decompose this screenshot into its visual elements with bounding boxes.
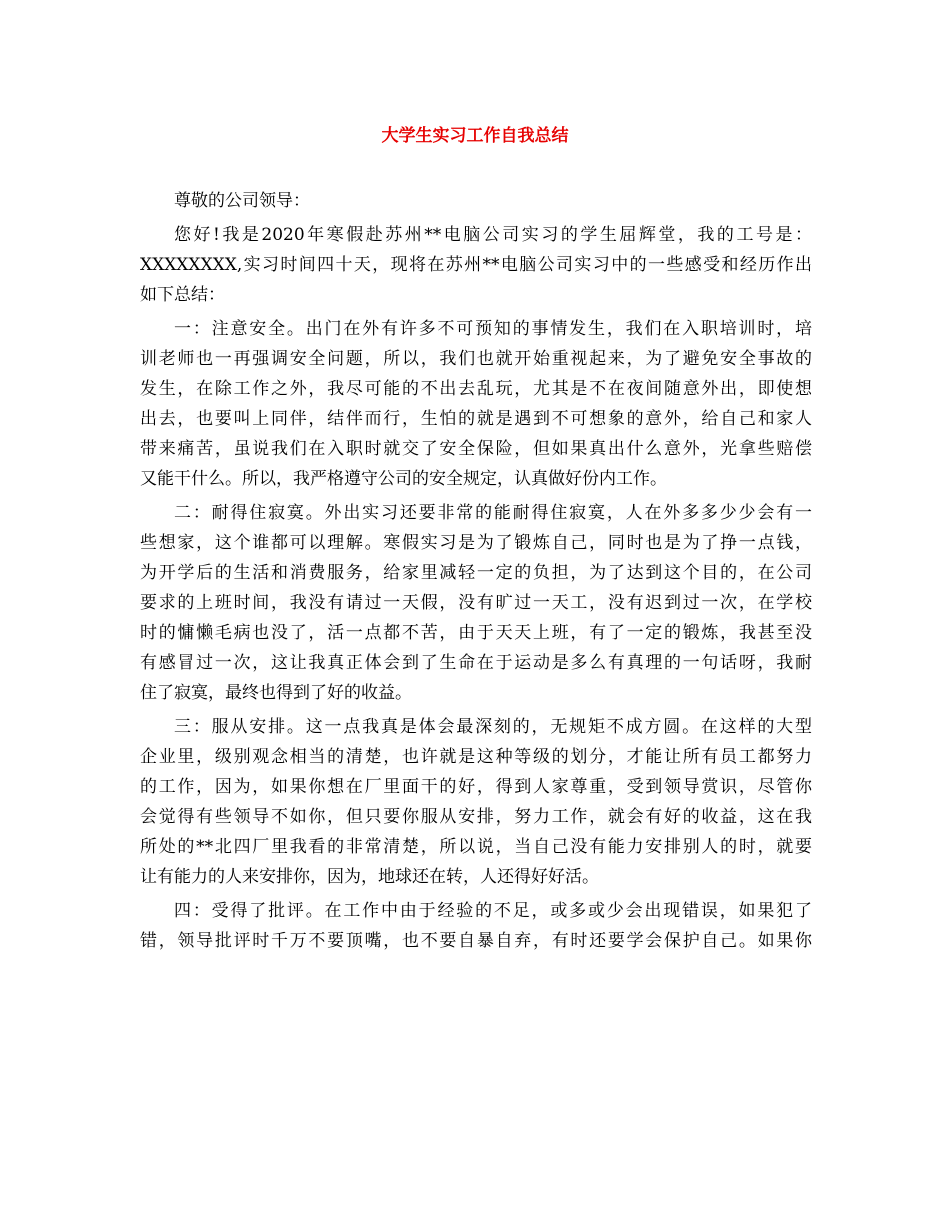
paragraph-line: 三：服从安排。这一点我真是体会最深刻的，无规矩不成方圆。在这样的大型	[174, 717, 812, 737]
paragraph-line: 错，领导批评时千万不要顶嘴，也不要自暴自弃，有时还要学会保护自己。如果你	[140, 931, 812, 951]
paragraph-line: 发生，在除工作之外，我尽可能的不出去乱玩，尤其是不在夜间随意外出，即使想	[140, 379, 812, 399]
paragraph-greeting	[140, 220, 812, 310]
salutation: 尊敬的公司领导：	[174, 191, 310, 211]
paragraph-line: 又能干什么。所以，我严格遵守公司的安全规定，认真做好份内工作。	[140, 469, 667, 489]
paragraph-line: 有感冒过一次，这让我真正体会到了生命在于运动是多么有真理的一句话呀，我耐	[140, 653, 812, 673]
paragraph-line: 带来痛苦，虽说我们在入职时就交了安全保险，但如果真出什么意外，光拿些赔偿	[140, 439, 812, 459]
paragraph-line: 二：耐得住寂寞。外出实习还要非常的能耐得住寂寞，人在外多多少少会有一	[174, 503, 812, 523]
paragraph-line: 出去，也要叫上同伴，结伴而行，生怕的就是遇到不可想象的意外，给自己和家人	[140, 409, 812, 429]
paragraph-line: 训老师也一再强调安全问题，所以，我们也就开始重视起来，为了避免安全事故的	[140, 349, 812, 369]
paragraph-loneliness	[140, 498, 812, 708]
paragraph-line: 企业里，级别观念相当的清楚，也许就是这种等级的划分，才能让所有员工都努力	[140, 747, 812, 767]
paragraph-line: 一：注意安全。出门在外有许多不可预知的事情发生，我们在入职培训时，培	[174, 319, 812, 339]
paragraph-line: 些想家，这个谁都可以理解。寒假实习是为了锻炼自己，同时也是为了挣一点钱，	[140, 533, 812, 553]
paragraph-line: XXXXXXXX,实习时间四十天，现将在苏州**电脑公司实习中的一些感受和经历作出	[140, 255, 812, 275]
paragraph-line: 让有能力的人来安排你，因为，地球还在转，人还得好好活。	[140, 867, 599, 887]
paragraph-safety	[140, 314, 812, 494]
paragraph-criticism	[140, 896, 812, 956]
paragraph-line: 如下总结：	[140, 285, 225, 305]
paragraph-line: 为开学后的生活和消费服务，给家里减轻一定的负担，为了达到这个目的，在公司	[140, 563, 812, 583]
paragraph-line: 四：受得了批评。在工作中由于经验的不足，或多或少会出现错误，如果犯了	[174, 901, 812, 921]
paragraph-obedience	[140, 712, 812, 892]
paragraph-line: 住了寂寞，最终也得到了好的收益。	[140, 683, 412, 703]
document-body	[140, 186, 812, 956]
paragraph-line: 所处的**北四厂里我看的非常清楚，所以说，当自己没有能力安排别人的时，就要	[140, 837, 812, 857]
paragraph-line: 会觉得有些领导不如你，但只要你服从安排，努力工作，就会有好的收益，这在我	[140, 807, 812, 827]
paragraph-line: 您好!我是2020年寒假赴苏州**电脑公司实习的学生屈辉堂，我的工号是：	[174, 225, 812, 245]
paragraph-line: 的工作，因为，如果你想在厂里面干的好，得到人家尊重，受到领导赏识，尽管你	[140, 777, 812, 797]
document-title: 大学生实习工作自我总结	[381, 126, 569, 146]
paragraph-line: 时的慵懒毛病也没了，活一点都不苦，由于天天上班，有了一定的锻炼，我甚至没	[140, 623, 812, 643]
paragraph-line: 要求的上班时间，我没有请过一天假，没有旷过一天工，没有迟到过一次，在学校	[140, 593, 812, 613]
